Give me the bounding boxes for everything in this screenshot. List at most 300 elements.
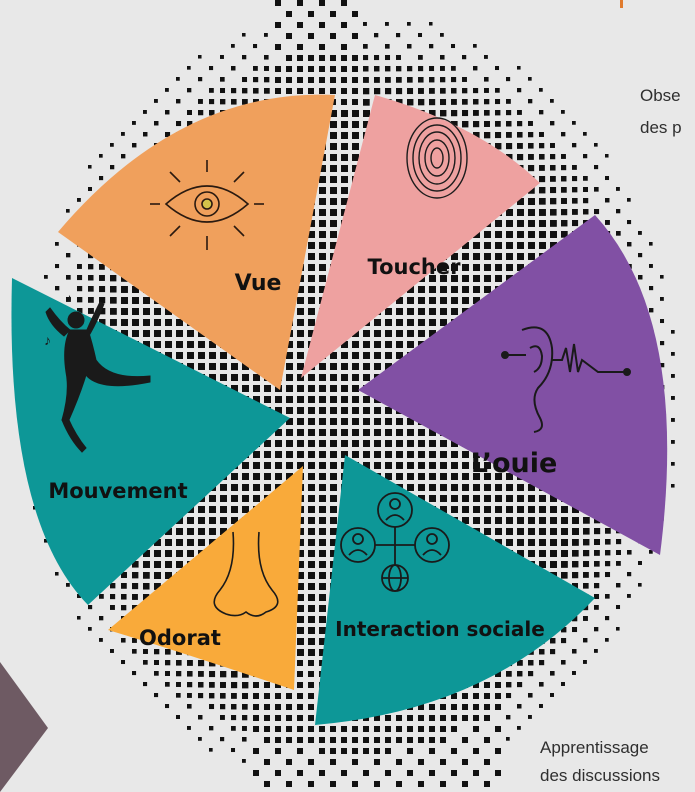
halftone-dot — [550, 561, 557, 568]
halftone-dot — [462, 715, 468, 721]
halftone-dot — [341, 429, 348, 436]
halftone-dot — [495, 528, 502, 535]
halftone-dot — [594, 605, 599, 610]
halftone-dot — [506, 682, 511, 687]
halftone-dot — [671, 418, 675, 422]
halftone-dot — [275, 396, 282, 403]
halftone-dot — [517, 539, 524, 546]
halftone-dot — [396, 319, 403, 326]
halftone-dot — [319, 77, 325, 83]
halftone-dot — [209, 693, 214, 698]
halftone-dot — [308, 319, 315, 326]
halftone-dot — [440, 55, 445, 60]
halftone-dot — [308, 605, 315, 612]
halftone-dot — [429, 44, 433, 48]
halftone-dot — [528, 165, 534, 171]
halftone-dot — [143, 319, 150, 326]
halftone-dot — [330, 429, 337, 436]
halftone-dot — [319, 44, 325, 50]
halftone-dot — [374, 363, 381, 370]
halftone-dot — [264, 385, 271, 392]
halftone-dot — [561, 132, 565, 136]
halftone-dot — [198, 110, 203, 115]
svg-text:♪: ♪ — [66, 291, 72, 305]
halftone-dot — [308, 495, 315, 502]
halftone-dot — [264, 726, 270, 732]
halftone-dot — [88, 264, 93, 269]
halftone-dot — [440, 88, 446, 94]
halftone-dot — [594, 583, 599, 588]
halftone-dot — [242, 33, 246, 37]
halftone-dot — [583, 550, 589, 556]
halftone-dot — [473, 110, 479, 116]
halftone-dot — [341, 418, 348, 425]
halftone-dot — [286, 737, 292, 743]
halftone-dot — [561, 154, 566, 159]
halftone-dot — [121, 154, 125, 158]
halftone-dot — [671, 374, 675, 378]
halftone-dot — [429, 451, 436, 458]
halftone-dot — [517, 517, 524, 524]
halftone-dot — [352, 55, 358, 61]
halftone-dot — [495, 110, 500, 115]
halftone-dot — [572, 550, 579, 557]
halftone-dot — [473, 693, 479, 699]
halftone-dot — [286, 77, 292, 83]
halftone-dot — [572, 198, 578, 204]
halftone-dot — [209, 682, 215, 688]
halftone-dot — [396, 66, 401, 71]
halftone-dot — [528, 143, 534, 149]
halftone-dot — [506, 528, 513, 535]
halftone-dot — [396, 77, 402, 83]
halftone-dot — [451, 704, 457, 710]
halftone-dot — [187, 660, 193, 666]
halftone-dot — [154, 341, 161, 348]
halftone-dot — [165, 682, 170, 687]
halftone-dot — [473, 99, 479, 105]
halftone-dot — [550, 143, 555, 148]
halftone-dot — [638, 253, 642, 257]
halftone-dot — [242, 88, 247, 93]
halftone-dot — [418, 484, 425, 491]
halftone-dot — [198, 671, 204, 677]
halftone-dot — [407, 451, 414, 458]
halftone-dot — [308, 374, 315, 381]
halftone-dot — [143, 572, 150, 579]
halftone-dot — [550, 198, 556, 204]
halftone-dot — [429, 726, 435, 732]
halftone-dot — [55, 286, 59, 290]
halftone-dot — [528, 121, 533, 126]
halftone-dot — [242, 374, 249, 381]
halftone-dot — [330, 143, 337, 150]
halftone-dot — [407, 484, 414, 491]
halftone-dot — [583, 198, 588, 203]
halftone-dot — [440, 473, 447, 480]
halftone-dot — [341, 154, 348, 161]
halftone-dot — [297, 451, 304, 458]
halftone-dot — [352, 363, 359, 370]
halftone-dot — [363, 330, 370, 337]
halftone-dot — [374, 352, 381, 359]
halftone-dot — [473, 770, 479, 776]
halftone-dot — [308, 308, 315, 315]
halftone-dot — [319, 473, 326, 480]
halftone-dot — [275, 473, 282, 480]
halftone-dot — [396, 440, 403, 447]
halftone-dot — [473, 748, 479, 754]
halftone-dot — [308, 550, 315, 557]
halftone-dot — [253, 462, 260, 469]
halftone-dot — [418, 737, 424, 743]
halftone-dot — [308, 473, 315, 480]
halftone-dot — [484, 484, 491, 491]
halftone-dot — [616, 583, 620, 587]
halftone-dot — [66, 583, 70, 587]
halftone-dot — [473, 66, 477, 70]
halftone-dot — [297, 704, 303, 710]
halftone-dot — [341, 22, 347, 28]
halftone-dot — [517, 726, 521, 730]
halftone-dot — [264, 704, 270, 710]
halftone-dot — [528, 242, 535, 249]
halftone-dot — [517, 132, 523, 138]
halftone-dot — [396, 715, 402, 721]
halftone-dot — [506, 484, 513, 491]
halftone-dot — [517, 143, 523, 149]
halftone-dot — [385, 330, 392, 337]
halftone-dot — [638, 561, 642, 565]
halftone-dot — [209, 99, 214, 104]
halftone-dot — [319, 374, 326, 381]
halftone-dot — [286, 704, 292, 710]
halftone-dot — [275, 693, 281, 699]
halftone-dot — [198, 715, 202, 719]
halftone-dot — [165, 341, 172, 348]
halftone-dot — [330, 55, 336, 61]
halftone-dot — [341, 748, 347, 754]
halftone-dot — [143, 561, 150, 568]
halftone-dot — [484, 88, 489, 93]
halftone-dot — [671, 330, 675, 334]
halftone-dot — [253, 693, 259, 699]
halftone-dot — [528, 660, 533, 665]
halftone-dot — [539, 550, 546, 557]
halftone-dot — [539, 528, 546, 535]
halftone-dot — [308, 253, 315, 260]
halftone-dot — [297, 605, 304, 612]
halftone-dot — [286, 407, 293, 414]
halftone-dot — [407, 473, 414, 480]
halftone-dot — [308, 682, 314, 688]
halftone-dot — [396, 737, 402, 743]
halftone-dot — [264, 396, 271, 403]
halftone-dot — [429, 99, 435, 105]
halftone-dot — [374, 451, 381, 458]
halftone-dot — [154, 561, 161, 568]
halftone-dot — [396, 418, 403, 425]
halftone-dot — [561, 550, 568, 557]
halftone-dot — [429, 308, 436, 315]
halftone-dot — [77, 297, 82, 302]
halftone-dot — [440, 297, 447, 304]
halftone-dot — [495, 748, 501, 754]
halftone-dot — [363, 77, 369, 83]
halftone-dot — [594, 627, 598, 631]
halftone-dot — [286, 759, 292, 765]
halftone-dot — [165, 539, 172, 546]
halftone-dot — [154, 671, 159, 676]
halftone-dot — [341, 407, 348, 414]
halftone-dot — [528, 715, 532, 719]
halftone-dot — [451, 286, 458, 293]
halftone-dot — [638, 583, 642, 587]
halftone-dot — [110, 594, 115, 599]
halftone-dot — [165, 671, 170, 676]
halftone-dot — [539, 231, 546, 238]
halftone-dot — [539, 539, 546, 546]
halftone-dot — [319, 187, 326, 194]
halftone-dot — [341, 726, 347, 732]
halftone-dot — [154, 572, 161, 579]
halftone-dot — [143, 682, 147, 686]
halftone-dot — [561, 660, 566, 665]
halftone-dot — [363, 341, 370, 348]
halftone-dot — [253, 473, 260, 480]
halftone-dot — [187, 726, 191, 730]
halftone-dot — [550, 165, 556, 171]
halftone-dot — [374, 781, 380, 787]
halftone-dot — [330, 737, 336, 743]
halftone-dot — [451, 297, 458, 304]
halftone-dot — [275, 726, 281, 732]
halftone-dot — [297, 649, 304, 656]
halftone-dot — [121, 660, 125, 664]
halftone-dot — [330, 198, 337, 205]
halftone-dot — [363, 99, 370, 106]
halftone-dot — [506, 110, 511, 115]
halftone-dot — [495, 704, 501, 710]
halftone-dot — [572, 176, 577, 181]
halftone-dot — [220, 484, 227, 491]
halftone-dot — [385, 429, 392, 436]
halftone-dot — [187, 517, 194, 524]
halftone-dot — [495, 770, 501, 776]
halftone-dot — [286, 55, 292, 61]
halftone-dot — [209, 671, 215, 677]
halftone-dot — [55, 264, 59, 268]
halftone-dot — [572, 517, 579, 524]
halftone-dot — [165, 88, 169, 92]
halftone-dot — [495, 88, 500, 93]
halftone-dot — [418, 319, 425, 326]
halftone-dot — [352, 341, 359, 348]
halftone-dot — [561, 572, 568, 579]
halftone-dot — [385, 407, 392, 414]
halftone-dot — [275, 44, 281, 50]
halftone-dot — [88, 297, 94, 303]
halftone-dot — [297, 671, 303, 677]
halftone-dot — [308, 429, 315, 436]
halftone-dot — [99, 638, 103, 642]
halftone-dot — [352, 440, 359, 447]
halftone-dot — [407, 330, 414, 337]
halftone-dot — [264, 715, 270, 721]
halftone-dot — [572, 671, 576, 675]
halftone-dot — [231, 66, 235, 70]
halftone-dot — [165, 704, 169, 708]
halftone-dot — [528, 77, 532, 81]
halftone-dot — [363, 110, 370, 117]
halftone-dot — [539, 154, 545, 160]
halftone-dot — [385, 341, 392, 348]
halftone-dot — [352, 154, 359, 161]
halftone-dot — [473, 275, 480, 282]
halftone-dot — [605, 616, 609, 620]
halftone-dot — [484, 682, 490, 688]
halftone-dot — [418, 781, 424, 787]
halftone-dot — [407, 297, 414, 304]
halftone-dot — [231, 715, 236, 720]
halftone-dot — [649, 242, 653, 246]
halftone-dot — [286, 451, 293, 458]
halftone-dot — [374, 55, 379, 60]
halftone-dot — [539, 704, 543, 708]
halftone-dot — [319, 198, 326, 205]
halftone-dot — [121, 308, 128, 315]
halftone-dot — [374, 440, 381, 447]
halftone-dot — [539, 242, 546, 249]
halftone-dot — [297, 693, 303, 699]
halftone-dot — [561, 176, 566, 181]
halftone-dot — [286, 726, 292, 732]
halftone-dot — [440, 484, 447, 491]
halftone-dot — [660, 275, 664, 279]
halftone-dot — [308, 715, 314, 721]
halftone-dot — [473, 253, 480, 260]
halftone-dot — [319, 572, 326, 579]
halftone-dot — [187, 550, 194, 557]
halftone-dot — [330, 440, 337, 447]
halftone-dot — [319, 517, 326, 524]
halftone-dot — [352, 352, 359, 359]
halftone-dot — [506, 264, 513, 271]
halftone-dot — [198, 528, 205, 535]
segment-label-vue: Vue — [234, 271, 282, 296]
halftone-dot — [418, 55, 423, 60]
halftone-dot — [275, 462, 282, 469]
halftone-dot — [385, 308, 392, 315]
halftone-dot — [319, 176, 326, 183]
halftone-dot — [385, 22, 389, 26]
halftone-dot — [209, 66, 213, 70]
halftone-dot — [341, 176, 348, 183]
halftone-dot — [605, 528, 611, 534]
halftone-dot — [363, 726, 369, 732]
halftone-dot — [550, 550, 557, 557]
halftone-dot — [231, 671, 238, 678]
halftone-dot — [242, 77, 247, 82]
halftone-dot — [187, 693, 192, 698]
halftone-dot — [583, 132, 587, 136]
halftone-dot — [220, 495, 227, 502]
halftone-dot — [330, 517, 337, 524]
halftone-dot — [517, 242, 524, 249]
halftone-dot — [286, 781, 292, 787]
halftone-dot — [143, 297, 150, 304]
halftone-dot — [264, 781, 270, 787]
halftone-dot — [330, 407, 337, 414]
halftone-dot — [440, 440, 447, 447]
side-text-bottom-1: Apprentissage — [540, 738, 649, 757]
halftone-dot — [385, 77, 391, 83]
halftone-dot — [396, 781, 402, 787]
halftone-dot — [77, 286, 82, 291]
halftone-dot — [484, 495, 491, 502]
halftone-dot — [517, 506, 524, 513]
halftone-dot — [154, 121, 158, 125]
halftone-dot — [352, 33, 358, 39]
halftone-dot — [220, 99, 225, 104]
halftone-dot — [462, 737, 468, 743]
halftone-dot — [429, 319, 436, 326]
halftone-dot — [198, 99, 203, 104]
halftone-dot — [550, 121, 554, 125]
halftone-dot — [352, 748, 358, 754]
halftone-dot — [231, 374, 238, 381]
halftone-dot — [286, 352, 293, 359]
halftone-dot — [330, 451, 337, 458]
halftone-dot — [341, 440, 348, 447]
halftone-dot — [308, 561, 315, 568]
halftone-dot — [319, 22, 325, 28]
halftone-dot — [275, 737, 281, 743]
halftone-dot — [517, 220, 524, 227]
halftone-dot — [627, 594, 631, 598]
halftone-dot — [99, 154, 103, 158]
halftone-dot — [440, 77, 445, 82]
halftone-dot — [484, 275, 491, 282]
halftone-dot — [330, 385, 337, 392]
halftone-dot — [143, 308, 150, 315]
halftone-dot — [297, 418, 304, 425]
halftone-dot — [209, 506, 216, 513]
halftone-dot — [616, 550, 621, 555]
halftone-dot — [429, 462, 436, 469]
halftone-dot — [451, 99, 457, 105]
halftone-dot — [110, 605, 115, 610]
halftone-dot — [209, 517, 216, 524]
halftone-dot — [583, 572, 589, 578]
halftone-dot — [132, 297, 139, 304]
halftone-dot — [198, 506, 205, 513]
halftone-dot — [407, 440, 414, 447]
halftone-dot — [99, 286, 105, 292]
halftone-dot — [99, 275, 105, 281]
halftone-dot — [506, 220, 513, 227]
halftone-dot — [319, 605, 326, 612]
halftone-dot — [539, 165, 545, 171]
halftone-dot — [407, 77, 413, 83]
halftone-dot — [110, 275, 116, 281]
halftone-dot — [297, 726, 303, 732]
halftone-dot — [451, 770, 457, 776]
halftone-dot — [286, 33, 292, 39]
halftone-dot — [187, 66, 191, 70]
halftone-dot — [330, 132, 337, 139]
halftone-dot — [462, 759, 468, 765]
